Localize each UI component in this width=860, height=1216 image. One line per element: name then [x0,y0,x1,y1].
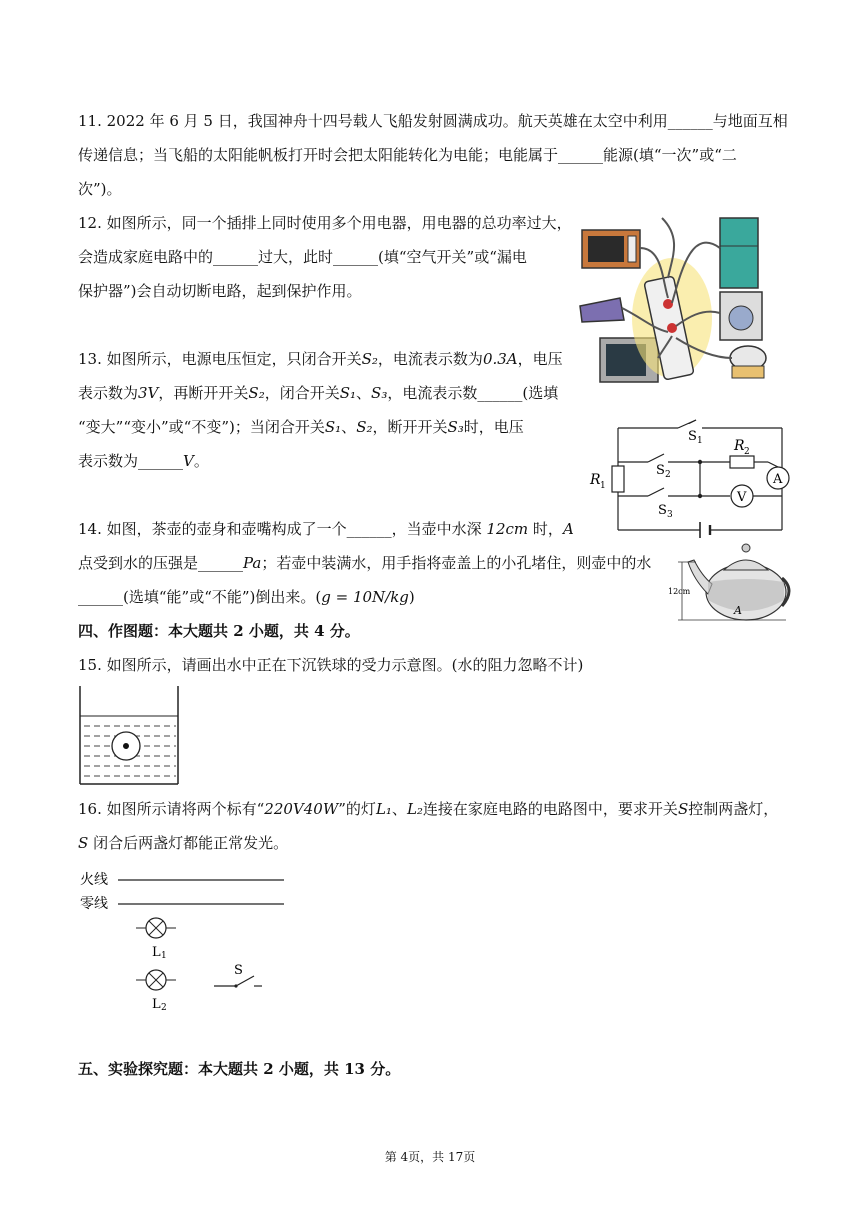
q12-line-3: 保护器”)会自动切断电路，起到保护作用。 [78,282,362,300]
lamp-l2-label: L [152,997,161,1012]
label-s2: S [656,463,665,478]
q13-line-3: “变大”“变小”或“不变”)；当闭合开关S₁、S₂，断开开关S₃时，电压 [78,418,524,436]
household-circuit-figure [78,866,290,1014]
current-value: 0.3A [482,350,518,368]
q13-circuit-labels [588,418,800,542]
svg-text:1: 1 [697,436,703,446]
svg-text:2: 2 [665,470,671,480]
q13-line-2: 表示数为3V，再断开开关S₂，闭合开关S₁、S₃，电流表示数______(选填 [78,384,559,402]
label-s3: S [658,503,667,518]
voltmeter-label: V [737,490,747,505]
ammeter-label: A [773,472,783,487]
point-a-label: A [734,604,742,617]
page-footer: 第 4页，共 17页 [384,1150,476,1164]
overloaded-power-strip-figure [572,208,782,388]
lamp-l1-label: L [152,945,161,960]
q14-line-2: 点受到水的压强是______Pa；若壶中装满水，用手指将壶盖上的小孔堵住，则壶中的水 [78,554,652,572]
neutral-wire-label: 零线 [80,896,108,912]
depth-label: 12cm [668,587,691,596]
q14-line-1: 14. 如图，茶壶的壶身和壶嘴构成了一个______，当壶中水深 12cm 时，A [78,520,574,538]
svg-text:2: 2 [744,447,750,457]
label-s1: S [688,429,697,444]
q16-line-1: 16. 如图所示请将两个标有“220V40W”的灯L₁、L₂连接在家庭电路的电路图中，要求开关S控制两盏灯， [78,800,779,818]
q14-line-3: ______(选填“能”或“不能”)倒出来。(g = 10N/kg) [78,588,415,606]
q11-line-3: 次”)。 [78,180,122,198]
q16-line-2: S 闭合后两盏灯都能正常发光。 [78,834,289,852]
q11-line-2: 传递信息；当飞船的太阳能帆板打开时会把太阳能转化为电能；电能属于______能源(填“一次”或“二 [78,146,737,164]
section-4-heading: 四、作图题：本大题共 2 小题，共 4 分。 [78,622,360,640]
q12-line-1: 12. 如图所示，同一个插排上同时使用多个用电器，用电器的总功率过大， [78,214,572,232]
label-r1: R [590,472,601,488]
q13-line-4: 表示数为______V。 [78,452,209,470]
svg-text:1: 1 [161,951,167,961]
teapot-figure [668,540,796,624]
live-wire-label: 火线 [80,872,108,888]
label-r2: R [734,438,745,454]
svg-text:3: 3 [667,510,673,520]
q12-line-2: 会造成家庭电路中的______过大，此时______(填“空气开关”或“漏电 [78,248,527,266]
switch-label: S [234,963,243,978]
voltage-value: 3V [138,384,159,402]
svg-text:2: 2 [161,1003,167,1013]
section-5-heading: 五、实验探究题：本大题共 2 小题，共 13 分。 [78,1060,401,1078]
q13-line-1: 13. 如图所示，电源电压恒定，只闭合开关S₂，电流表示数为0.3A，电压 [78,350,563,368]
beaker-with-iron-ball-figure [78,686,182,786]
switch-s2-symbol: S₂ [361,350,378,368]
q11-line-1: 11. 2022 年 6 月 5 日，我国神舟十四号载人飞船发射圆满成功。航天英雄在太空中利用______与地面互相 [78,112,788,130]
svg-text:1: 1 [600,481,606,491]
q15-line: 15. 如图所示，请画出水中正在下沉铁球的受力示意图。(水的阻力忽略不计) [78,656,584,674]
